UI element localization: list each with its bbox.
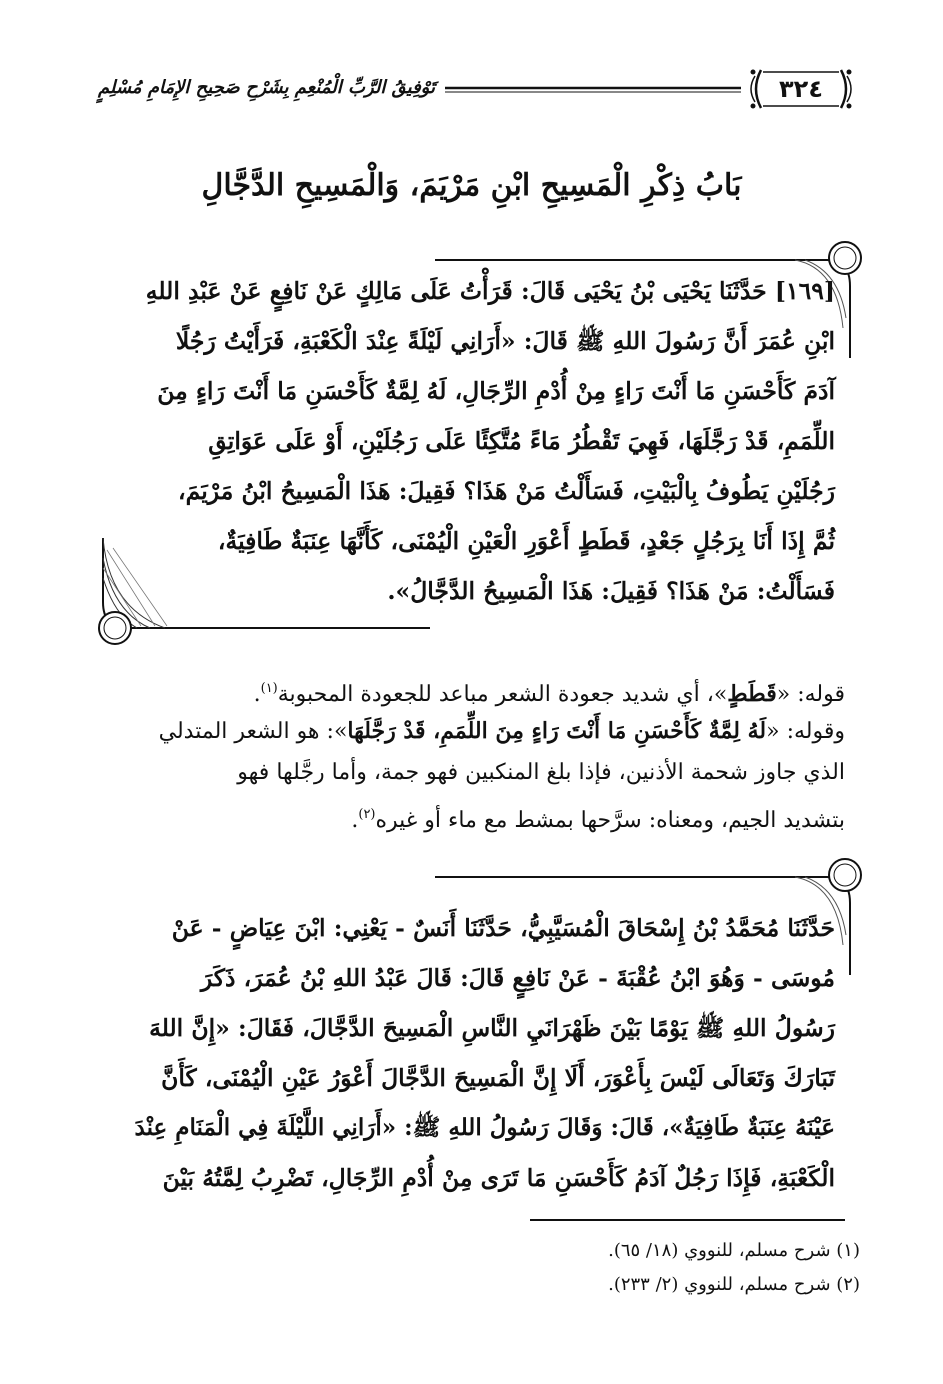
hadith-169-line: فَسَأَلْتُ: مَنْ هَذَا؟ فَقِيلَ: هَذَا الْمَسِيحُ الدَّجَّالُ». (387, 577, 835, 605)
hadith-169-line: ابْنِ عُمَرَ أَنَّ رَسُولَ اللهِ ﷺ قَالَ: «أَرَانِي لَيْلَةً عِنْدَ الْكَعْبَةِ، فَرَأَيْتُ رَجُلًا (175, 327, 835, 355)
footnote-1: (١) شرح مسلم، للنووي (١٨/ ٦٥). (608, 1240, 860, 1261)
page-number-ornament (747, 64, 855, 114)
hadith-block-2 (95, 855, 865, 1200)
hadith-169-line: ثُمَّ إِذَا أَنَا بِرَجُلٍ جَعْدٍ، قَطَطٍ أَعْوَرِ الْعَيْنِ الْيُمْنَى، كَأَنَّهَا عِنَبَةٌ طَافِيَةٌ، (217, 527, 835, 555)
footnote-2: (٢) شرح مسلم، للنووي (٢/ ٢٣٣). (608, 1274, 860, 1295)
hadith-2-line: عَيْنَهُ عِنَبَةٌ طَافِيَةٌ»، قَالَ: وَقَالَ رَسُولُ اللهِ ﷺ: «أَرَانِي اللَّيْلَةَ فِي الْمَنَامِ عِنْدَ (134, 1114, 835, 1141)
hadith-2-line: رَسُولُ اللهِ ﷺ يَوْمًا بَيْنَ ظَهْرَانَيِ النَّاسِ الْمَسِيحَ الدَّجَّالَ، فَقَالَ: «إِنَّ اللهَ (149, 1014, 835, 1042)
footnote-ref[interactable]: (١) (260, 681, 278, 696)
footnote-ref[interactable]: (٢) (358, 807, 376, 822)
commentary-text: وقوله: « (766, 719, 845, 744)
hadith-169-line: آدَمَ كَأَحْسَنِ مَا أَنْتَ رَاءٍ مِنْ أُدْمِ الرِّجَالِ، لَهُ لِمَّةٌ كَأَحْسَنِ مَا أَنْتَ رَاءٍ مِنَ (157, 377, 835, 405)
book-title: تَوْفِيقُ الرَّبِّ الْمُنْعِمِ بِشَرْحِ صَحِيحِ الإِمَامِ مُسْلِمٍ (97, 77, 435, 98)
commentary-text: »: هو الشعر المتدلي (158, 719, 348, 744)
commentary-line: الذي جاوز شحمة الأذنين، فإذا بلغ المنكبين فهو جمة، وأما رجَّلها فهو (237, 760, 845, 785)
commentary-line (100, 668, 845, 710)
hadith-169-line: اللِّمَمِ، قَدْ رَجَّلَهَا، فَهِيَ تَقْطُرُ مَاءً مُتَّكِئًا عَلَى رَجُلَيْنِ، أَوْ عَلَى عَوَاتِقِ (208, 427, 835, 455)
hadith-2-line: تَبَارَكَ وَتَعَالَى لَيْسَ بِأَعْوَرَ، أَلَا إِنَّ الْمَسِيحَ الدَّجَّالَ أَعْوَرُ عَيْنِ الْيُمْنَى، كَأَنَّ (161, 1064, 835, 1092)
hadith-169-line: [١٦٩] حَدَّثَنَا يَحْيَى بْنُ يَحْيَى قَالَ: قَرَأْتُ عَلَى مَالِكٍ عَنْ نَافِعٍ عَنْ عَبْدِ اللهِ (145, 277, 835, 305)
header-rule (445, 86, 741, 94)
hadith-2-line: مُوسَى - وَهُوَ ابْنُ عُقْبَةَ - عَنْ نَافِعٍ قَالَ: قَالَ عَبْدُ اللهِ بْنُ عُمَرَ، ذَكَرَ (200, 964, 835, 992)
commentary-line (60, 794, 845, 836)
commentary-text: »، أي شديد جعودة الشعر مباعد للجعودة المحبوبة (277, 682, 728, 707)
hadith-block-169 (95, 238, 865, 650)
hadith-169-line: رَجُلَيْنِ يَطُوفُ بِالْبَيْتِ، فَسَأَلْتُ مَنْ هَذَا؟ فَقِيلَ: هَذَا الْمَسِيحُ ابْنُ مَرْيَمَ، (178, 477, 835, 505)
chapter-title: بَابُ ذِكْرِ الْمَسِيحِ ابْنِ مَرْيَمَ، وَالْمَسِيحِ الدَّجَّالِ (201, 168, 742, 203)
commentary-text: . (351, 808, 359, 833)
commentary-text: بتشديد الجيم، ومعناه: سرَّحها بمشط مع ماء أو غيره (375, 808, 845, 833)
page-number: ٣٢٤ (779, 75, 823, 103)
running-header (95, 62, 855, 118)
hadith-2-line: الْكَعْبَةِ، فَإِذَا رَجُلٌ آدَمُ كَأَحْسَنِ مَا تَرَى مِنْ أُدْمِ الرِّجَالِ، تَضْرِبُ لِمَّتُهُ بَيْنَ (162, 1164, 835, 1192)
commentary-text: . (253, 682, 261, 707)
commentary-text: قوله: « (776, 682, 845, 707)
commentary-quoted-term: لَهُ لِمَّةٌ كَأَحْسَنِ مَا أَنْتَ رَاءٍ مِنَ اللِّمَمِ، قَدْ رَجَّلَهَا (347, 718, 767, 744)
commentary-line (60, 710, 845, 752)
footnote-separator (530, 1219, 845, 1221)
commentary-quoted-term: قَطَطٍ (727, 681, 777, 707)
hadith-2-line: حَدَّثَنَا مُحَمَّدُ بْنُ إِسْحَاقَ الْمُسَيَّبِيُّ، حَدَّثَنَا أَنَسٌ - يَعْنِي: ابْنَ عِيَاضٍ - عَنْ (171, 914, 835, 942)
